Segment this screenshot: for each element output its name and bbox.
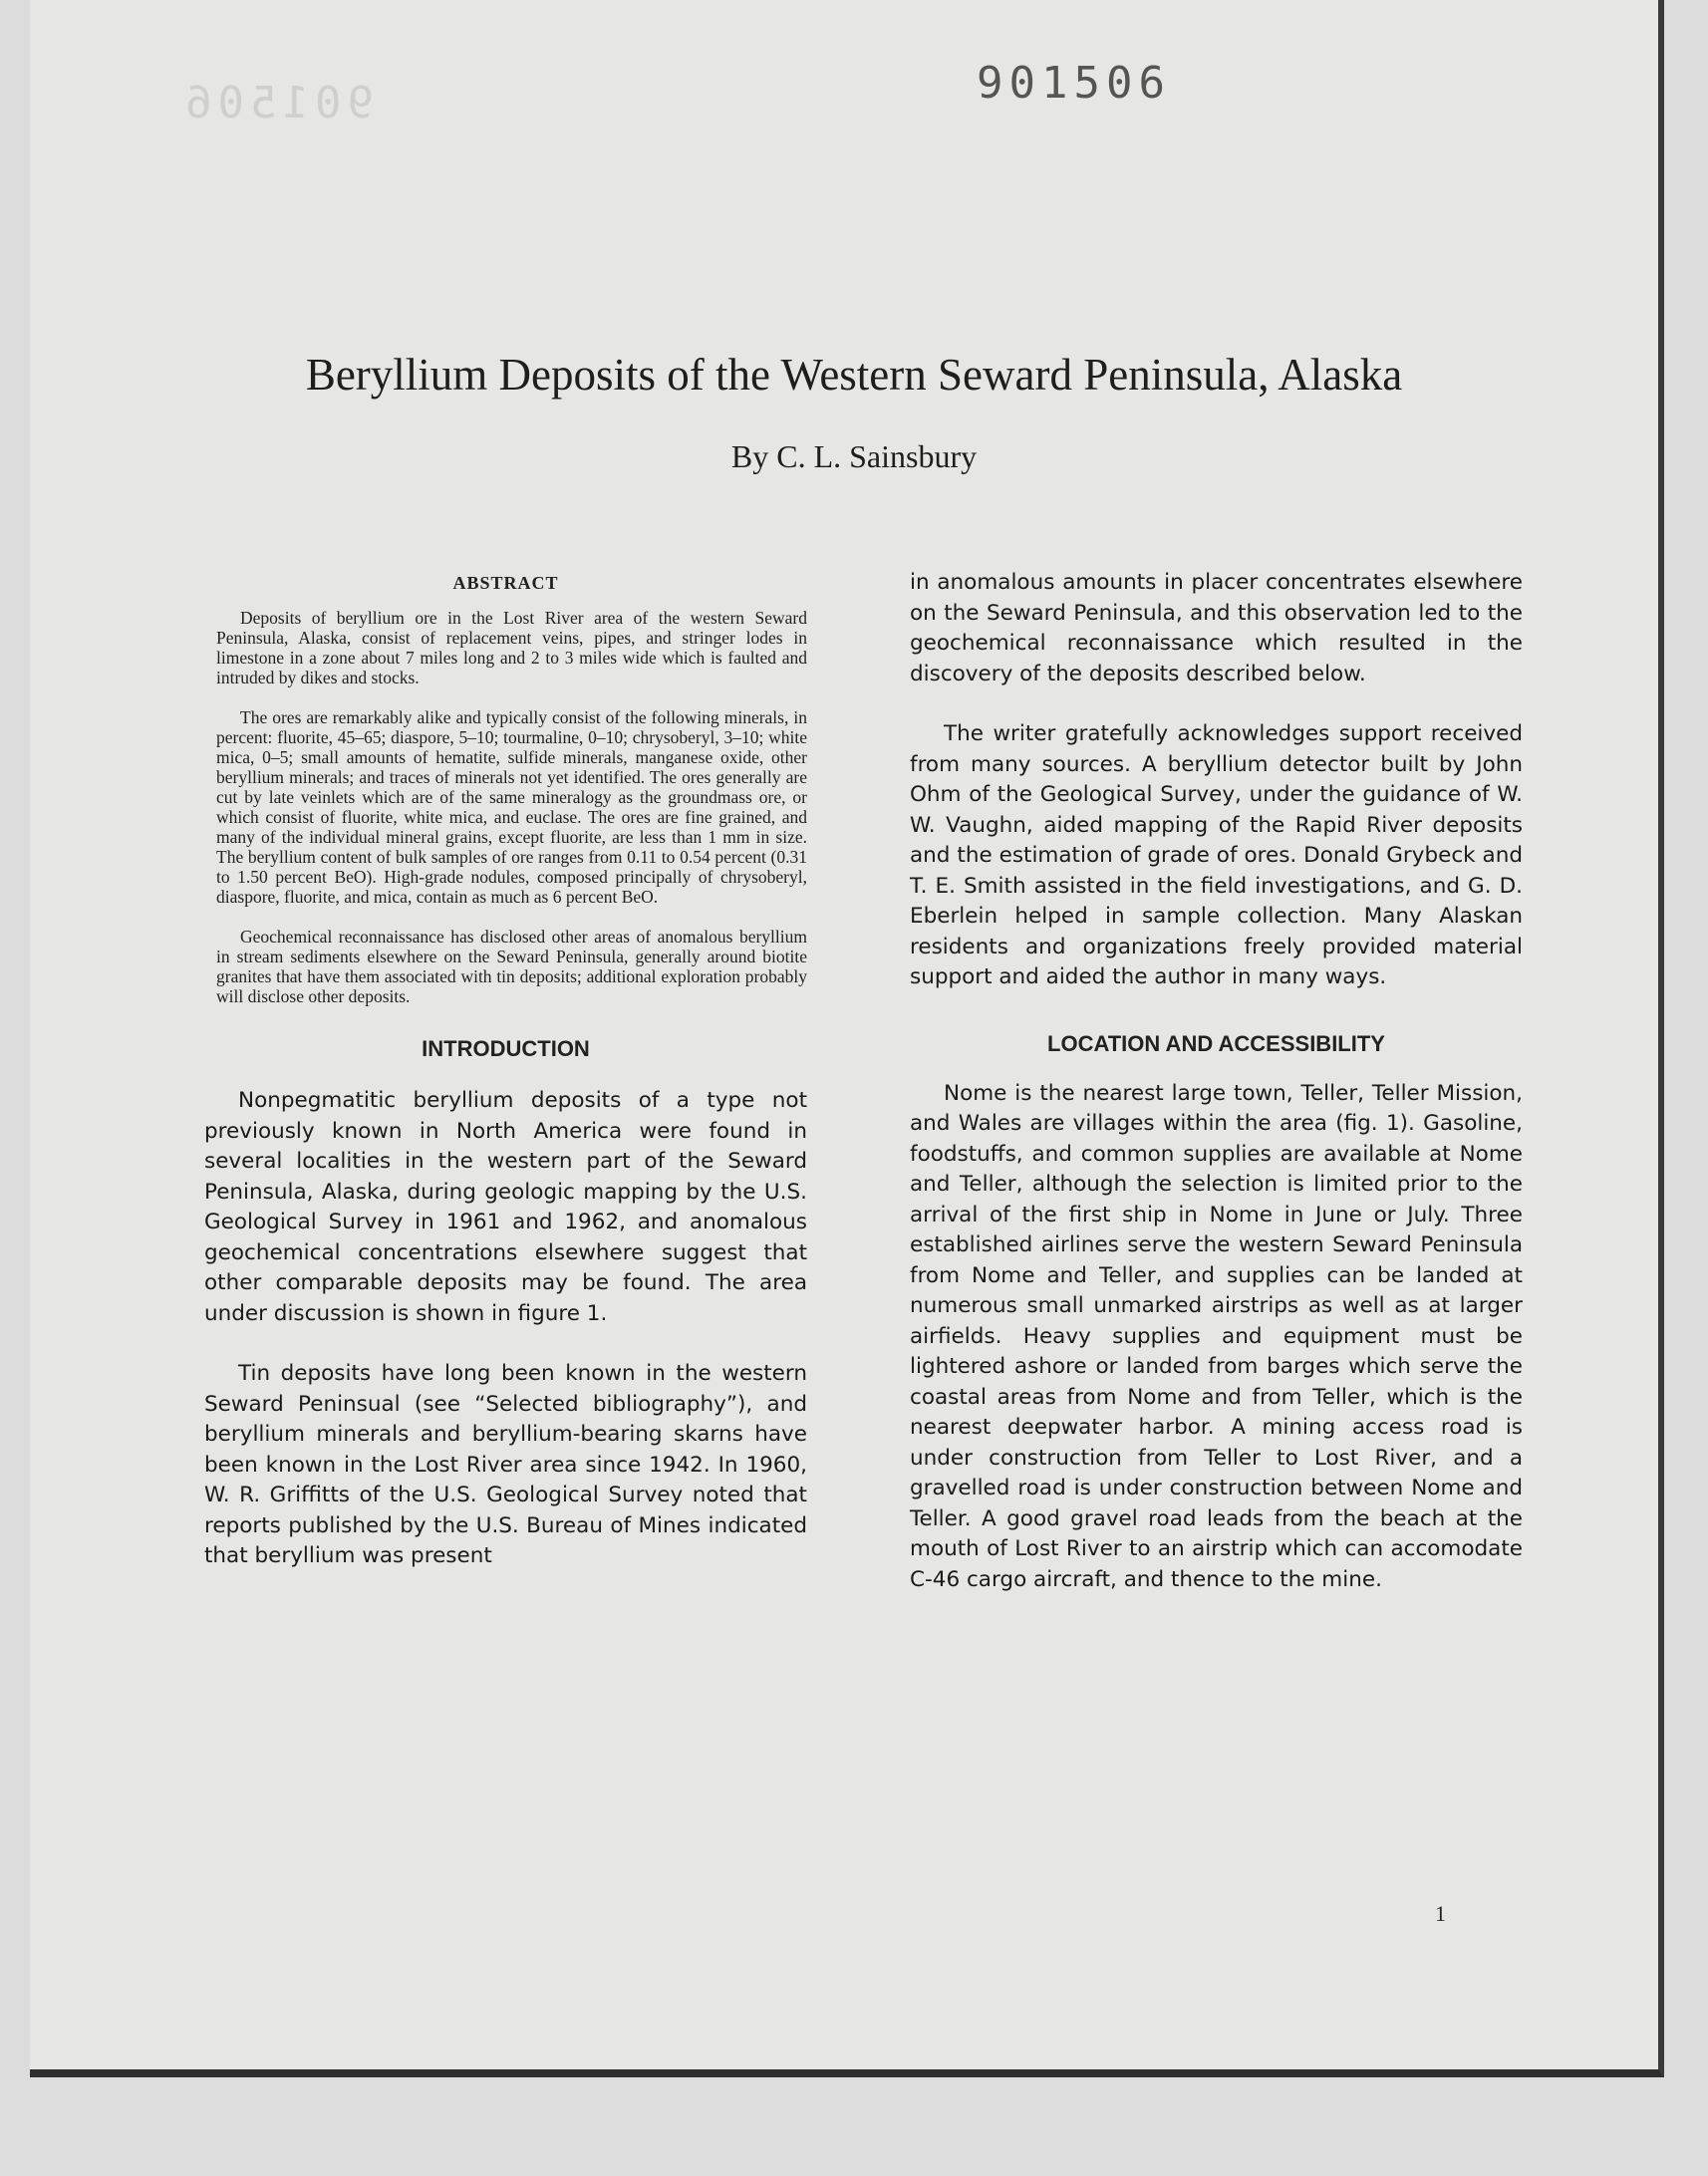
abstract-paragraph: Geochemical reconnaissance has disclosed other areas of anomalous beryllium in stream sediments elsewhere on the Seward Peninsula, generally around biotite granites that have them associated with tin deposits; additional exploration probably will disclose other deposits. [216, 927, 807, 1006]
introduction-paragraph: Tin deposits have long been known in the western Seward Peninsual (see “Selected bibliography”), and beryllium minerals and beryllium-bearing skarns have been known in the Lost River area since 1942. In 1960, W. R. Griffitts of the U.S. Geological Survey noted that reports published by the U.S. Bureau of Mines indicated that beryllium was present [204, 1361, 807, 1568]
right-column [910, 568, 1523, 1595]
document-title: Beryllium Deposits of the Western Seward Peninsula, Alaska [305, 350, 1403, 400]
introduction-paragraph: Nonpegmatitic beryllium deposits of a type not previously known in North America were found in several localities in the western part of the Seward Peninsula, Alaska, during geologic mapping by the U.S. Geological Survey in 1961 and 1962, and anomalous geochemical concentrations elsewhere suggest that other comparable deposits may be found. The area under discussion is shown in figure 1. [204, 1088, 807, 1326]
location-paragraph: Nome is the nearest large town, Teller, Teller Mission, and Wales are villages within the area (fig. 1). Gasoline, foodstuffs, and common supplies are available at Nome and Teller, although the selection is limited prior to the arrival of the first ship in Nome in June or July. Three established airlines serve the western Seward Peninsula from Nome and Teller, and supplies can be landed at numerous small unmarked airstrips as well as at larger airfields. Heavy supplies and equipment must be lightered ashore or landed from barges which serve the coastal areas from Nome and from Teller, which is the nearest deepwater harbor. A mining access road is under construction from Teller to Lost River, and a gravelled road is under construction between Nome and Teller. A good gravel road leads from the beach at the mouth of Lost River to an airstrip which can accomodate C-46 cargo aircraft, and thence to the mine. [910, 1080, 1523, 1592]
location-heading: LOCATION AND ACCESSIBILITY [1047, 1030, 1385, 1056]
page-number: 1 [1435, 1901, 1446, 1926]
bleed-through-stamp: 901506 [179, 78, 374, 129]
abstract-paragraph: The ores are remarkably alike and typically consist of the following minerals, in percent: fluorite, 45–65; diaspore, 5–10; tourmaline, 0–10; chrysoberyl, 3–10; white mica, 0–5; small amounts of hematite, sulfide minerals, manganese oxide, other beryllium minerals; and traces of minerals not yet identified. The ores generally are cut by late veinlets which are of the same mineralogy as the groundmass ore, or which consist of fluorite, white mica, and euclase. The ores are fine grained, and many of the individual mineral grains, except fluorite, are less than 1 mm in size. The beryllium content of bulk samples of ore ranges from 0.11 to 0.54 percent (0.31 to 1.50 percent BeO). High-grade nodules, composed principally of chrysoberyl, diaspore, fluorite, and mica, contain as much as 6 percent BeO. [216, 707, 807, 907]
acknowledgments-paragraph: The writer gratefully acknowledges support received from many sources. A beryllium detector built by John Ohm of the Geological Survey, under the guidance of W. W. Vaughn, aided mapping of the Rapid River deposits and the estimation of grade of ores. Donald Grybeck and T. E. Smith assisted in the field investigations, and G. D. Eberlein helped in sample collection. Many Alaskan residents and organizations freely provided material support and aided the author in many ways. [910, 721, 1523, 989]
scan-background [0, 2080, 1708, 2176]
document-number-stamp: 901506 [977, 58, 1171, 109]
left-column [204, 573, 807, 1572]
abstract-heading: ABSTRACT [452, 573, 559, 593]
abstract-paragraph: Deposits of beryllium ore in the Lost River area of the western Seward Peninsula, Alaska, consist of replacement veins, pipes, and stringer lodes in limestone in a zone about 7 miles long and 2 to 3 miles wide which is faulted and intruded by dikes and stocks. [216, 608, 807, 687]
document-author: By C. L. Sainsbury [730, 438, 978, 474]
continuation-paragraph: in anomalous amounts in placer concentrates elsewhere on the Seward Peninsula, and this observation led to the geochemical reconnaissance which resulted in the discovery of the deposits described below. [910, 570, 1523, 686]
introduction-heading: INTRODUCTION [422, 1036, 590, 1061]
